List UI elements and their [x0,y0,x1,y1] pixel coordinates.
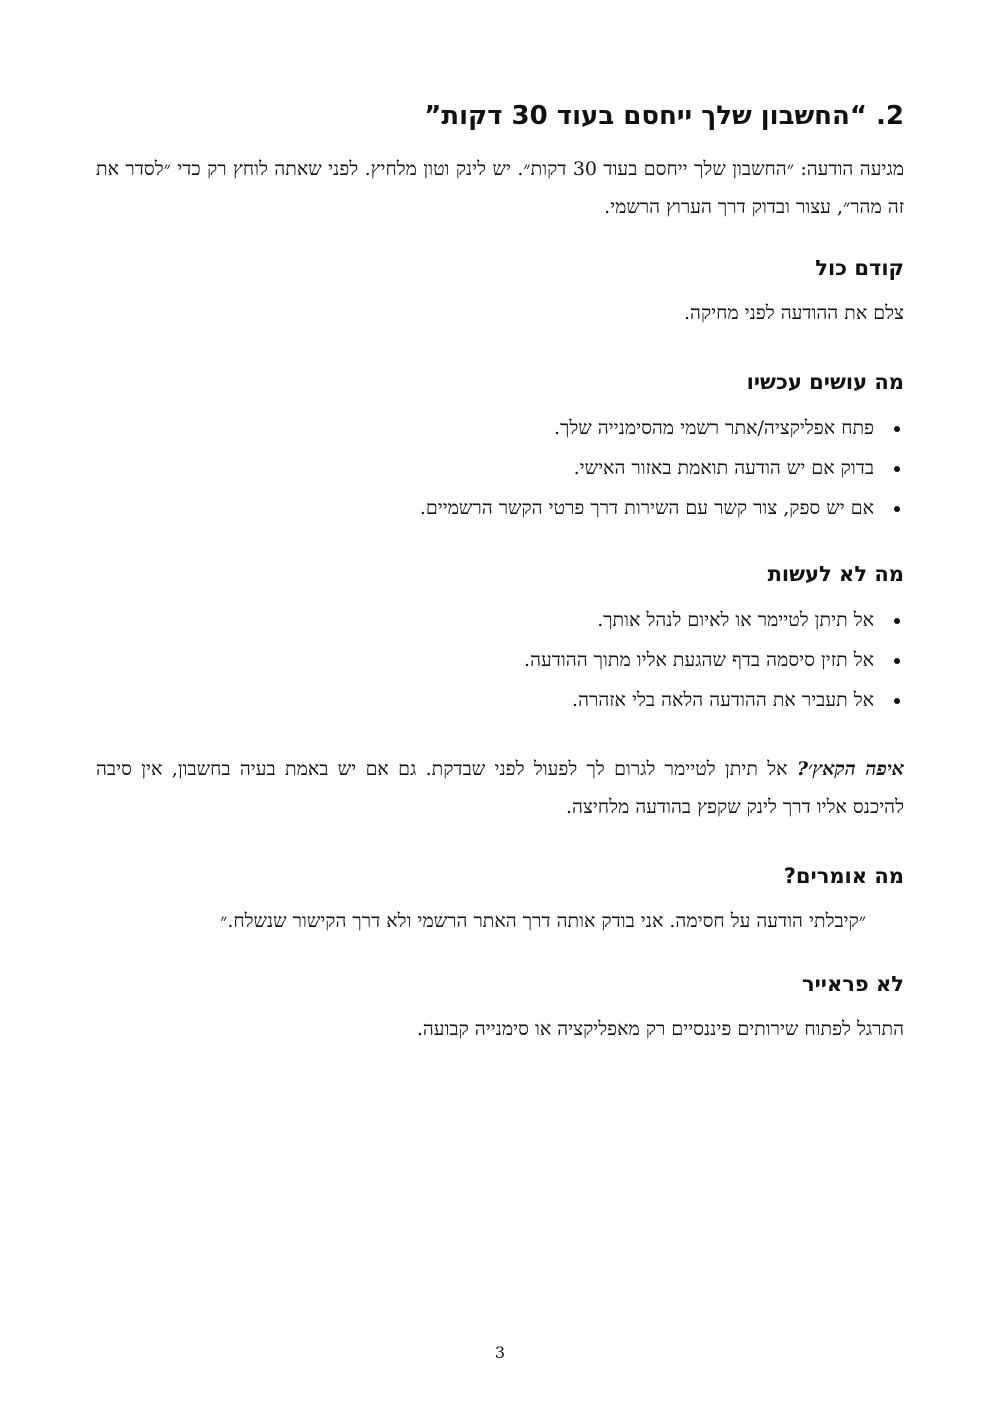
section-title: 2. “החשבון שלך ייחסם בעוד 30 דקות” [424,101,904,131]
list-item-text: אם יש ספק, צור קשר עם השירות דרך פרטי הקשר הרשמיים. [419,497,874,519]
list-item-text: פתח אפליקציה/אתר רשמי מהסימנייה שלך. [554,417,874,439]
list-item-text: אל תזין סיסמה בדף שהגעת אליו מתוך ההודעה. [524,649,874,671]
intro-paragraph: מגיעה הודעה: ״החשבון שלך ייחסם בעוד 30 דקות״. יש לינק וטון מלחיץ. לפני שאתה לוחץ רק כדי ״לסדר את זה מהר״, עצור ובדוק דרך הערוץ הרשמי. [96,158,904,218]
catch-paragraph [96,750,904,826]
catch-text: אל תיתן לטיימר לגרום לך לפעול לפני שבדקת. גם אם יש באמת בעיה בחשבון, אין סיבה להיכנס אליו דרך לינק שקפץ בהודעה מלחיצה. [96,758,904,818]
list-item [96,408,874,448]
fair-heading: לא פראייר [801,972,904,996]
todo-heading: מה עושים עכשיו [746,370,904,394]
bullet-icon [894,506,900,512]
dont-heading: מה לא לעשות [767,562,904,586]
list-item [96,448,874,488]
bullet-icon [894,618,900,624]
bullet-icon [894,698,900,704]
say-heading: מה אומרים? [783,864,904,888]
bullet-icon [894,466,900,472]
first-heading: קודם כול [815,256,904,280]
first-text: צלם את ההודעה לפני מחיקה. [683,302,904,324]
list-item-text: אל תעביר את ההודעה הלאה בלי אזהרה. [572,689,874,711]
list-item [96,640,874,680]
dont-list [96,600,904,720]
todo-list [96,408,904,528]
list-item [96,488,874,528]
catch-label: איפה הקאץ׳? [796,758,905,780]
page-content [96,96,904,1048]
list-item-text: אל תיתן לטיימר או לאיום לנהל אותך. [597,609,874,631]
list-item-text: בדוק אם יש הודעה תואמת באזור האישי. [573,457,874,479]
say-quote: ״קיבלתי הודעה על חסימה. אני בודק אותה דרך האתר הרשמי ולא דרך הקישור שנשלח.״ [220,910,866,932]
bullet-icon [894,426,900,432]
bullet-icon [894,658,900,664]
list-item [96,600,874,640]
fair-text: התרגל לפתוח שירותים פיננסיים רק מאפליקציה או סימנייה קבועה. [416,1018,904,1040]
page-number: 3 [494,1343,506,1362]
list-item [96,680,874,720]
